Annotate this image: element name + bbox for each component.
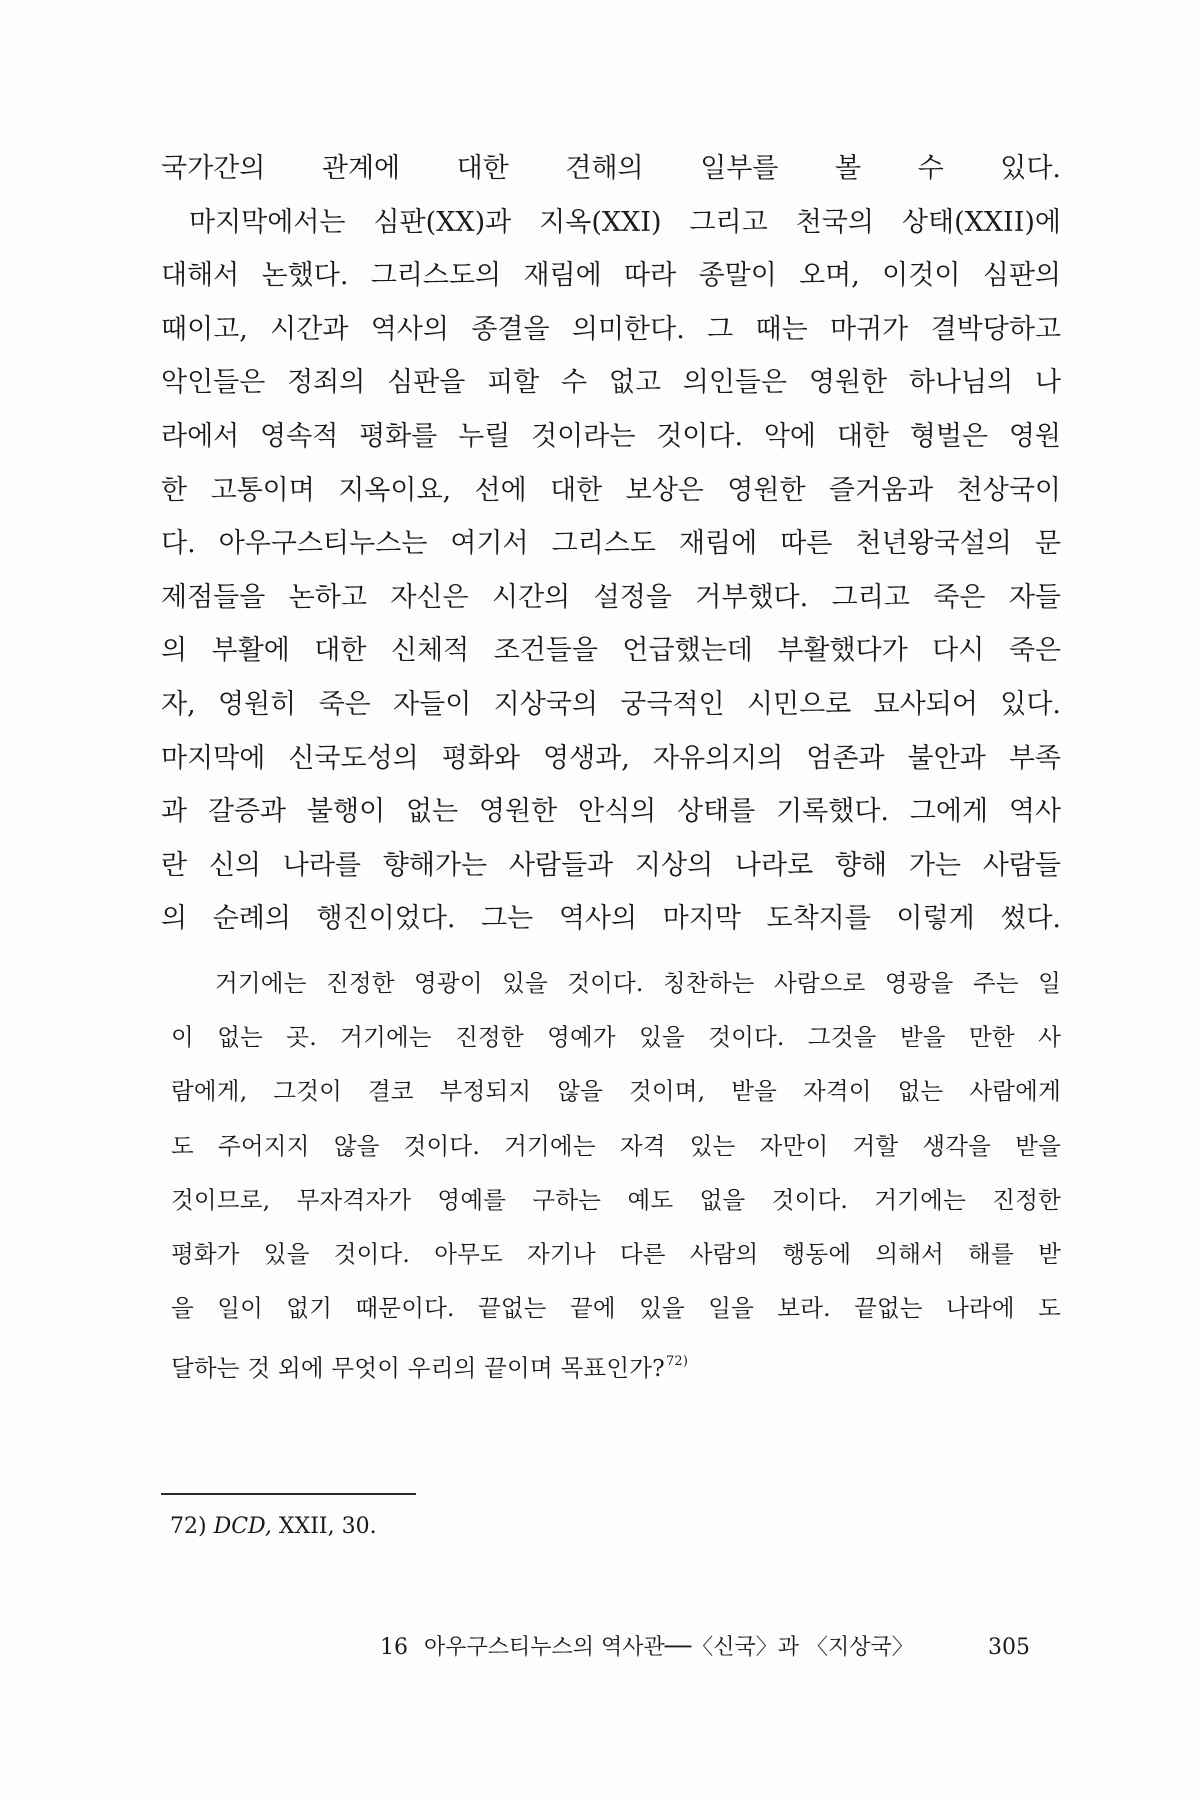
footnote-reference[interactable]: 72): [665, 1354, 689, 1370]
body-line: 때이고, 시간과 역사의 종결을 의미한다. 그 때는 마귀가 결박당하고: [161, 313, 1061, 345]
quote-line: 거기에는 진정한 영광이 있을 것이다. 칭찬하는 사람으로 영광을 주는 일: [215, 969, 1061, 997]
body-line: 의 부활에 대한 신체적 조건들을 언급했는데 부활했다가 다시 죽은: [161, 635, 1061, 667]
body-line: 제점들을 논하고 자신은 시간의 설정을 거부했다. 그리고 죽은 자들: [161, 581, 1061, 613]
quote-line: 람에게, 그것이 결코 부정되지 않을 것이며, 받을 자격이 없는 사람에게: [171, 1077, 1061, 1106]
block-quote: [171, 956, 1061, 1390]
body-line: 마지막에 신국도성의 평화와 영생과, 자유의지의 엄존과 불안과 부족: [161, 742, 1061, 774]
footnote-source: DCD,: [213, 1514, 272, 1539]
body-line: 대해서 논했다. 그리스도의 재림에 따라 종말이 오며, 이것이 심판의: [161, 260, 1061, 292]
body-text: [161, 142, 1061, 946]
quote-line: 도 주어지지 않을 것이다. 거기에는 자격 있는 자만이 거할 생각을 받을: [171, 1131, 1061, 1160]
quote-line: [171, 1335, 1061, 1389]
footnote: [170, 1510, 377, 1544]
running-footer: [380, 1628, 1030, 1668]
body-line: 다. 아우구스티누스는 여기서 그리스도 재림에 따른 천년왕국설의 문: [161, 528, 1061, 560]
body-line: 마지막에서는 심판(XX)과 지옥(XXI) 그리고 천국의 상태(XXII)에: [189, 206, 1061, 238]
footnote-location: XXII, 30.: [278, 1514, 377, 1539]
quote-line: 이 없는 곳. 거기에는 진정한 영예가 있을 것이다. 그것을 받을 만한 사: [171, 1023, 1061, 1052]
footnote-number: 72): [170, 1514, 207, 1539]
chapter-title: 아우구스티누스의 역사관──〈신국〉과 〈지상국〉: [424, 1635, 914, 1660]
body-line: 라에서 영속적 평화를 누릴 것이라는 것이다. 악에 대한 형벌은 영원: [161, 420, 1061, 452]
quote-line: 평화가 있을 것이다. 아무도 자기나 다른 사람의 행동에 의해서 해를 받: [171, 1239, 1061, 1268]
quote-line: 을 일이 없기 때문이다. 끝없는 끝에 있을 일을 보라. 끝없는 나라에 도: [171, 1294, 1061, 1323]
page-number: 305: [988, 1635, 1030, 1660]
body-line: 자, 영원히 죽은 자들이 지상국의 궁극적인 시민으로 묘사되어 있다.: [161, 688, 1061, 720]
footnote-divider: [161, 1493, 416, 1495]
body-line: 국가간의 관계에 대한 견해의 일부를 볼 수 있다.: [161, 153, 1061, 184]
quote-line: 것이므로, 무자격자가 영예를 구하는 예도 없을 것이다. 거기에는 진정한: [171, 1185, 1061, 1214]
body-line: 란 신의 나라를 향해가는 사람들과 지상의 나라로 향해 가는 사람들: [161, 849, 1061, 881]
body-line: 과 갈증과 불행이 없는 영원한 안식의 상태를 기록했다. 그에게 역사: [161, 796, 1061, 828]
body-line: 한 고통이며 지옥이요, 선에 대한 보상은 영원한 즐거움과 천상국이: [161, 474, 1061, 506]
body-line: 악인들은 정죄의 심판을 피할 수 없고 의인들은 영원한 하나님의 나: [161, 367, 1061, 399]
chapter-number: 16: [380, 1635, 408, 1660]
quote-line-text: 달하는 것 외에 무엇이 우리의 끝이며 목표인가?: [171, 1354, 665, 1383]
body-line: 의 순례의 행진이었다. 그는 역사의 마지막 도착지를 이렇게 썼다.: [161, 903, 1061, 935]
